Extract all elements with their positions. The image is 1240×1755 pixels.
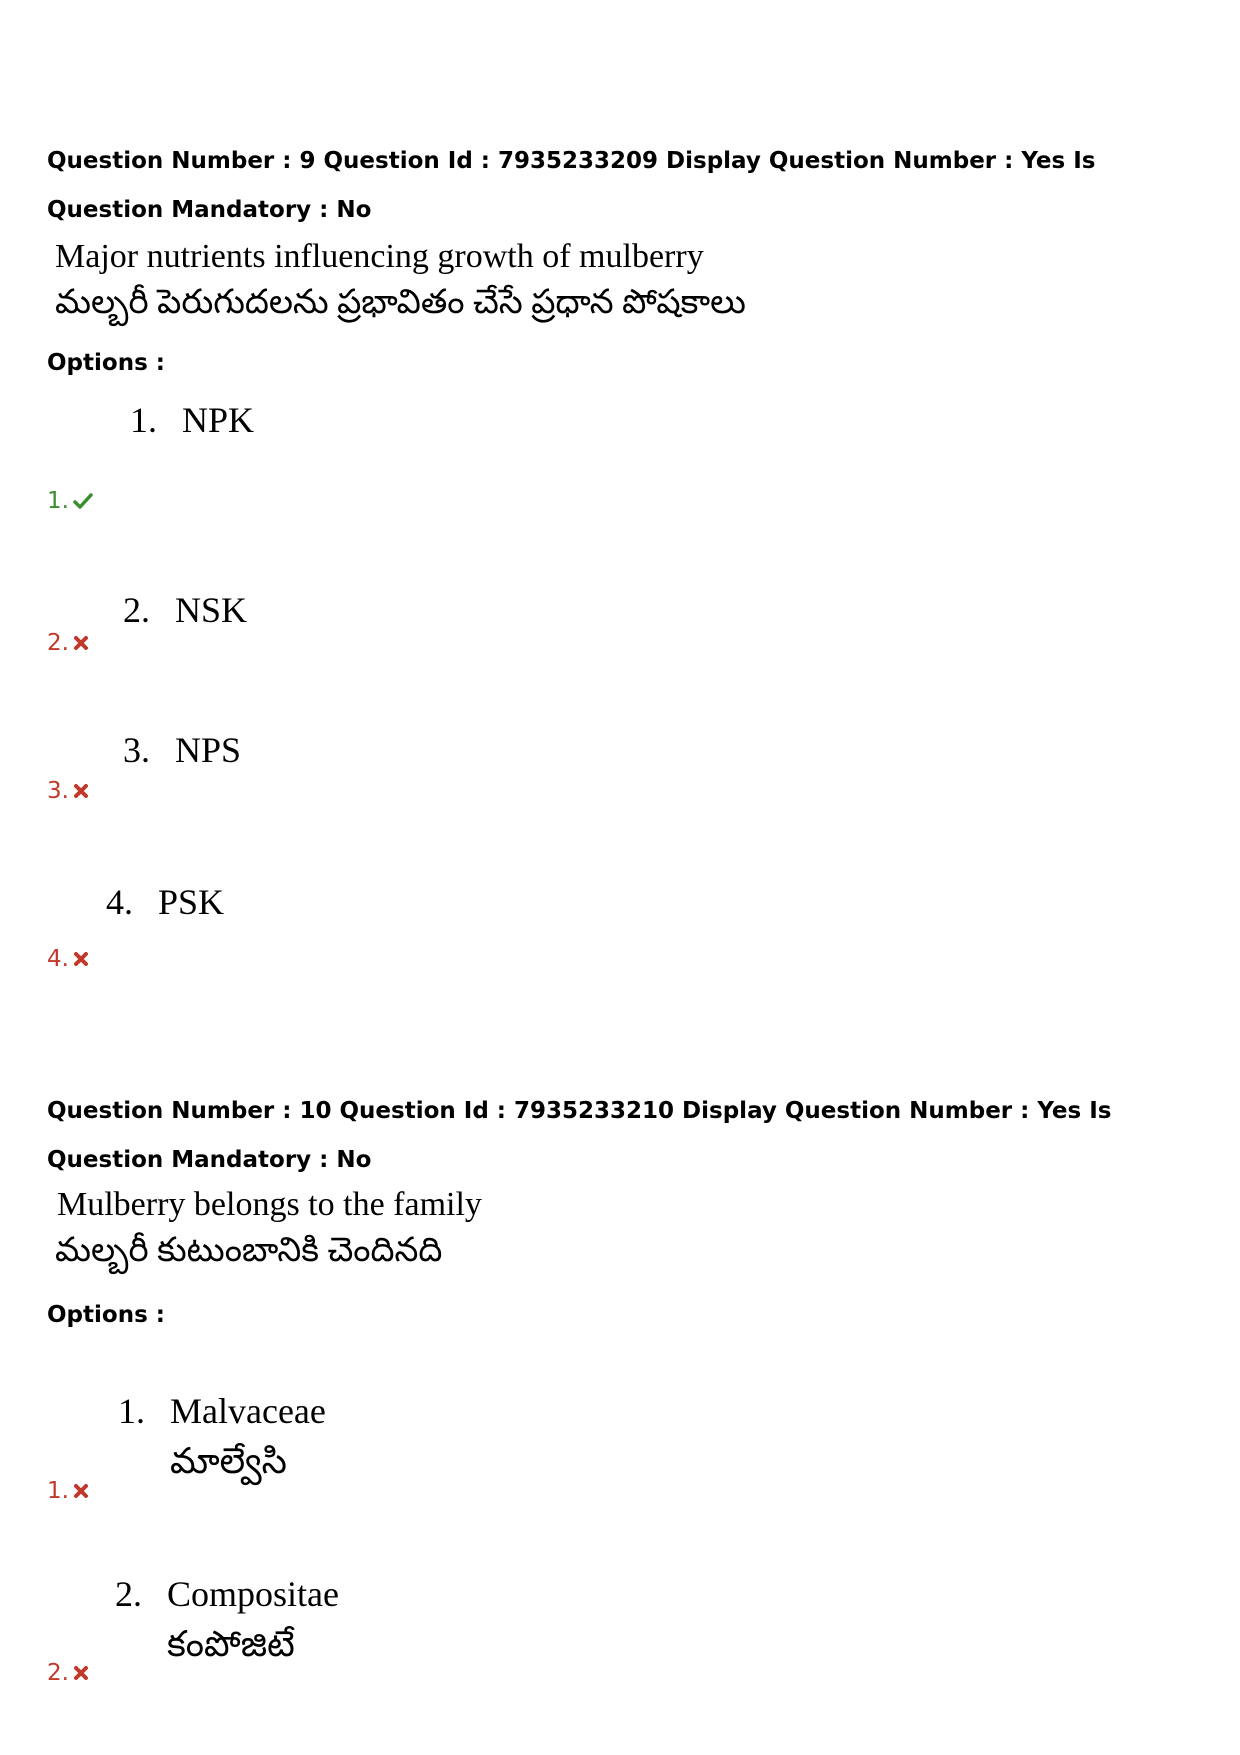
option-subtext: కంపోజిటే bbox=[167, 1624, 295, 1664]
option-text: NPS bbox=[175, 730, 242, 770]
option-content bbox=[123, 725, 241, 775]
cross-icon bbox=[73, 1483, 89, 1499]
option-number: 4. bbox=[106, 882, 133, 922]
option-content bbox=[106, 877, 224, 927]
option-marker-number: 2. bbox=[47, 1660, 69, 1686]
option-content bbox=[130, 395, 254, 445]
option-subtext: మాల్వేసి bbox=[170, 1441, 287, 1481]
option-marker bbox=[47, 1478, 89, 1504]
option-text: PSK bbox=[158, 882, 225, 922]
option-marker-number: 4. bbox=[47, 946, 69, 972]
question-text-telugu: మల్బరీ కుటుంబానికి చెందినది bbox=[55, 1232, 443, 1269]
question-header: Question Number : 9 Question Id : 7935233209 Display Question Number : Yes Is Question Mandatory : No bbox=[47, 148, 1096, 223]
options-label: Options : bbox=[47, 350, 165, 376]
option-text: Compositae bbox=[167, 1574, 339, 1614]
option-marker-number: 1. bbox=[47, 488, 69, 514]
option-marker bbox=[47, 778, 89, 804]
option-text: Malvaceae bbox=[170, 1391, 326, 1431]
options-label: Options : bbox=[47, 1302, 165, 1328]
option-marker-number: 1. bbox=[47, 1478, 69, 1504]
option-number: 2. bbox=[123, 590, 150, 630]
question-text-english: Major nutrients influencing growth of mulberry bbox=[55, 238, 704, 275]
option-content bbox=[115, 1569, 339, 1669]
option-text: NPK bbox=[182, 400, 255, 440]
cross-icon bbox=[73, 1665, 89, 1681]
option-marker bbox=[47, 946, 89, 972]
question-header: Question Number : 10 Question Id : 7935233210 Display Question Number : Yes Is Question Mandatory : No bbox=[47, 1098, 1112, 1173]
option-marker bbox=[47, 630, 89, 656]
option-marker-number: 3. bbox=[47, 778, 69, 804]
option-number: 1. bbox=[130, 400, 157, 440]
cross-icon bbox=[73, 635, 89, 651]
check-icon bbox=[73, 492, 93, 510]
option-marker-number: 2. bbox=[47, 630, 69, 656]
option-content bbox=[118, 1386, 326, 1486]
option-marker bbox=[47, 1660, 89, 1686]
cross-icon bbox=[73, 951, 89, 967]
option-number: 2. bbox=[115, 1574, 142, 1614]
option-number: 1. bbox=[118, 1391, 145, 1431]
question-text-english: Mulberry belongs to the family bbox=[57, 1186, 482, 1223]
option-number: 3. bbox=[123, 730, 150, 770]
question-text-telugu: మల్బరీ పెరుగుదలను ప్రభావితం చేసే ప్రధాన పోషకాలు bbox=[55, 284, 746, 321]
cross-icon bbox=[73, 783, 89, 799]
option-content bbox=[123, 585, 247, 635]
option-marker bbox=[47, 488, 93, 514]
option-text: NSK bbox=[175, 590, 248, 630]
